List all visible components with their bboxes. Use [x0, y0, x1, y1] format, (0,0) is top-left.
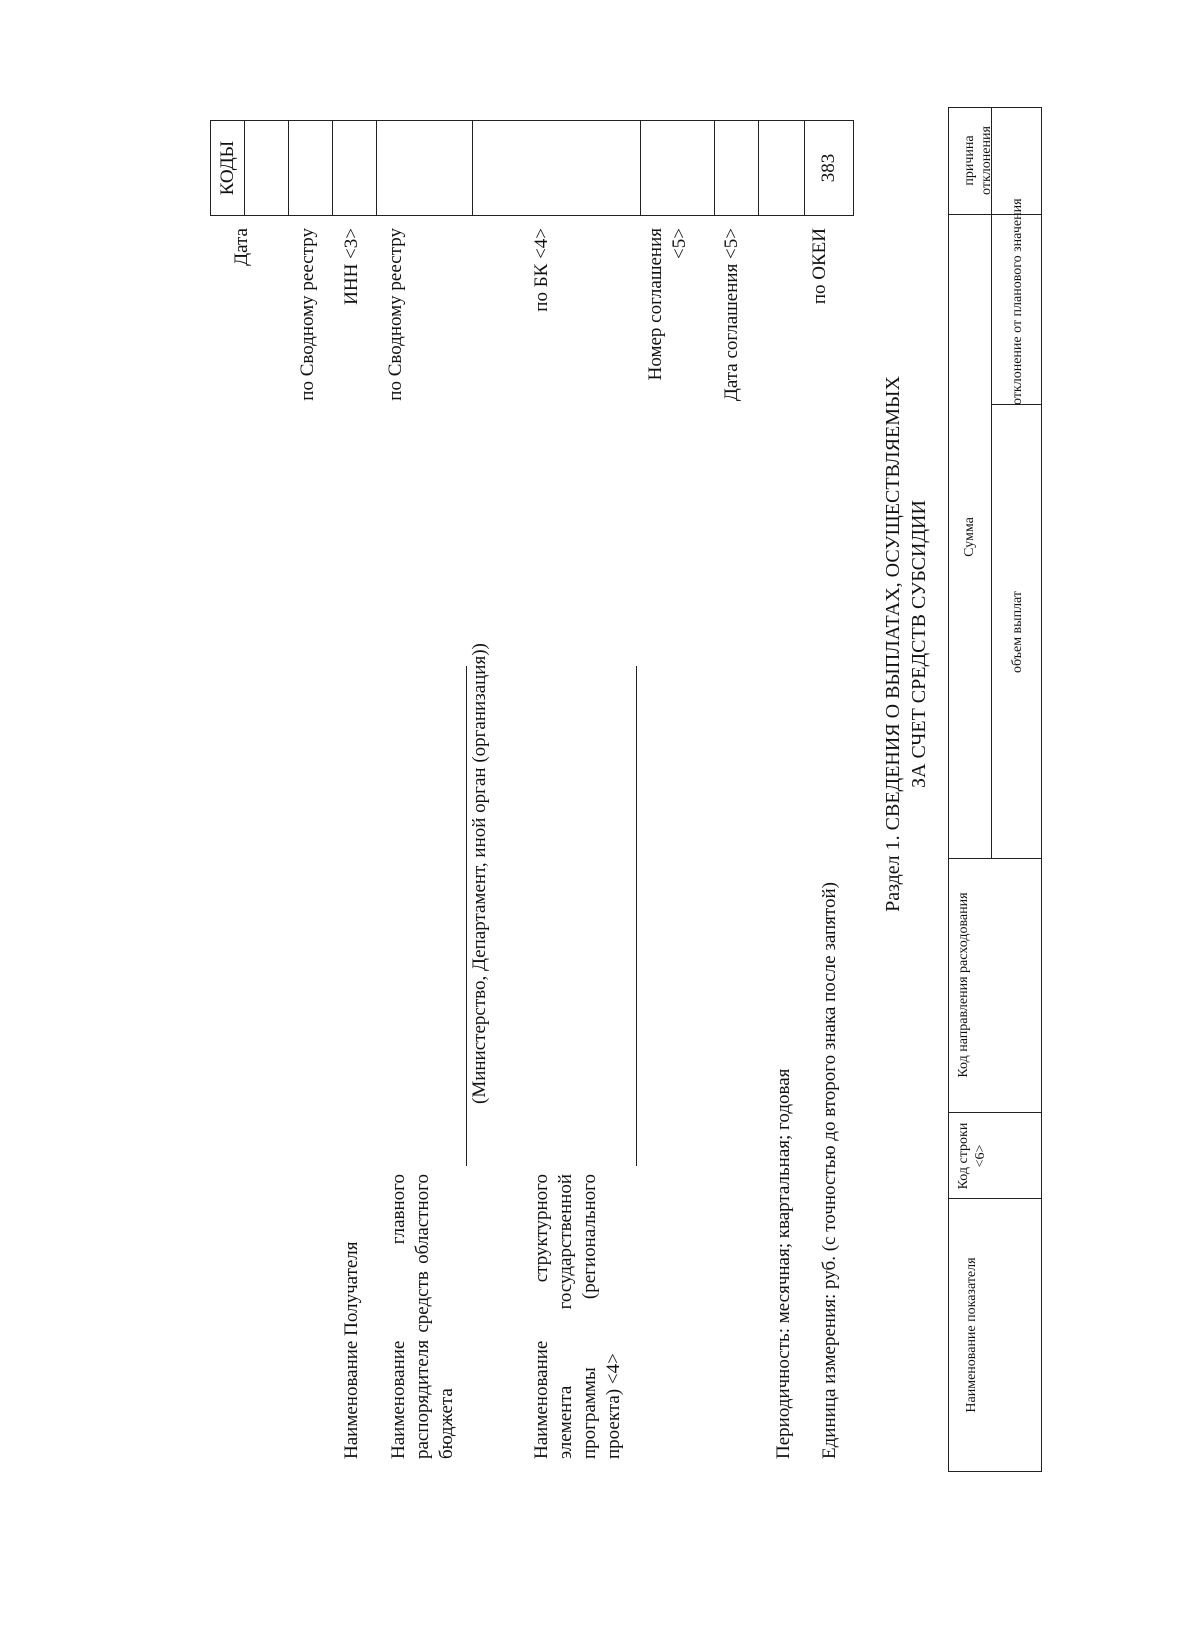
unit-text: Единица измерения: руб. (с точностью до второго знака после запятой) [819, 882, 840, 1459]
bk-label: по БК <4> [531, 228, 552, 312]
codes-header: КОДЫ [211, 121, 245, 215]
element-word-5: программы [579, 1367, 600, 1459]
codes-inn-cell [333, 121, 377, 215]
col-volume-header: объем выплат [1010, 590, 1025, 674]
col-row-code-header: Код строки <6> [956, 1122, 988, 1190]
agreement-number-label: Номер соглашения [645, 228, 666, 381]
col-indicator-header: Наименование показателя [964, 1257, 979, 1413]
inn-label: ИНН <3> [341, 228, 362, 305]
recipient-label: Наименование Получателя [341, 1241, 362, 1459]
svod-registry-label-1: по Сводному реестру [297, 228, 318, 401]
col-reason-header: причина отклонения [962, 126, 994, 195]
codes-blank-cell [759, 121, 805, 215]
codes-svod1-cell [289, 121, 333, 215]
codes-bk-cell [473, 121, 641, 215]
payments-table [948, 107, 1042, 1472]
codes-agreement-date-cell [715, 121, 759, 215]
chief-manager-word-1: Наименование [388, 1340, 409, 1459]
element-line-2 [554, 1174, 578, 1459]
element-line-3 [578, 1174, 602, 1459]
element-line-1 [530, 1174, 554, 1459]
svod-registry-label-2: по Сводному реестру [385, 228, 406, 401]
col-deviation-header: отклонение от планового значения [1010, 198, 1025, 405]
element-word-1: Наименование [531, 1340, 552, 1459]
element-word-2: структурного [531, 1174, 552, 1283]
agreement-date-label: Дата соглашения <5> [721, 228, 742, 402]
element-word-4: государственной [555, 1174, 576, 1310]
chief-manager-word-5: областного [412, 1174, 433, 1264]
organization-hint: (Министерство, Департамент, иной орган (организация)) [469, 643, 490, 1104]
element-underline [636, 666, 637, 1166]
col-direction-code-header: Код направления расходования [956, 892, 971, 1078]
col-sum-header: Сумма [962, 517, 977, 557]
codes-svod2-cell [377, 121, 473, 215]
okei-label: по ОКЕИ [809, 228, 830, 305]
codes-okei-cell: 383 [818, 153, 839, 183]
chief-manager-line-1 [387, 1174, 411, 1459]
agreement-number-note: <5> [669, 228, 690, 259]
codes-agreement-number-cell [641, 121, 715, 215]
element-word-6: (регионального [579, 1174, 600, 1300]
chief-manager-word-3: распорядителя [412, 1339, 433, 1459]
date-label: Дата [231, 228, 252, 266]
periodicity-text: Периодичность: месячная; квартальная; годовая [773, 1068, 794, 1459]
chief-manager-word-2: главного [388, 1174, 409, 1245]
section-title [880, 294, 932, 994]
table-sum-underline [991, 108, 992, 859]
chief-manager-line-2 [411, 1174, 435, 1459]
element-word-3: элемента [555, 1385, 576, 1459]
element-line-4: проекта) <4> [603, 1353, 624, 1459]
section-title-line-2: ЗА СЧЕТ СРЕДСТВ СУБСИДИИ [908, 500, 930, 788]
section-title-line-1: Раздел 1. СВЕДЕНИЯ О ВЫПЛАТАХ, ОСУЩЕСТВЛЯЕМЫХ [882, 376, 904, 912]
codes-box [210, 120, 854, 216]
chief-manager-line-3: бюджета [436, 1388, 457, 1459]
chief-manager-word-4: средств [412, 1271, 433, 1333]
chief-manager-underline [466, 666, 467, 1166]
codes-date-cell [245, 121, 289, 215]
